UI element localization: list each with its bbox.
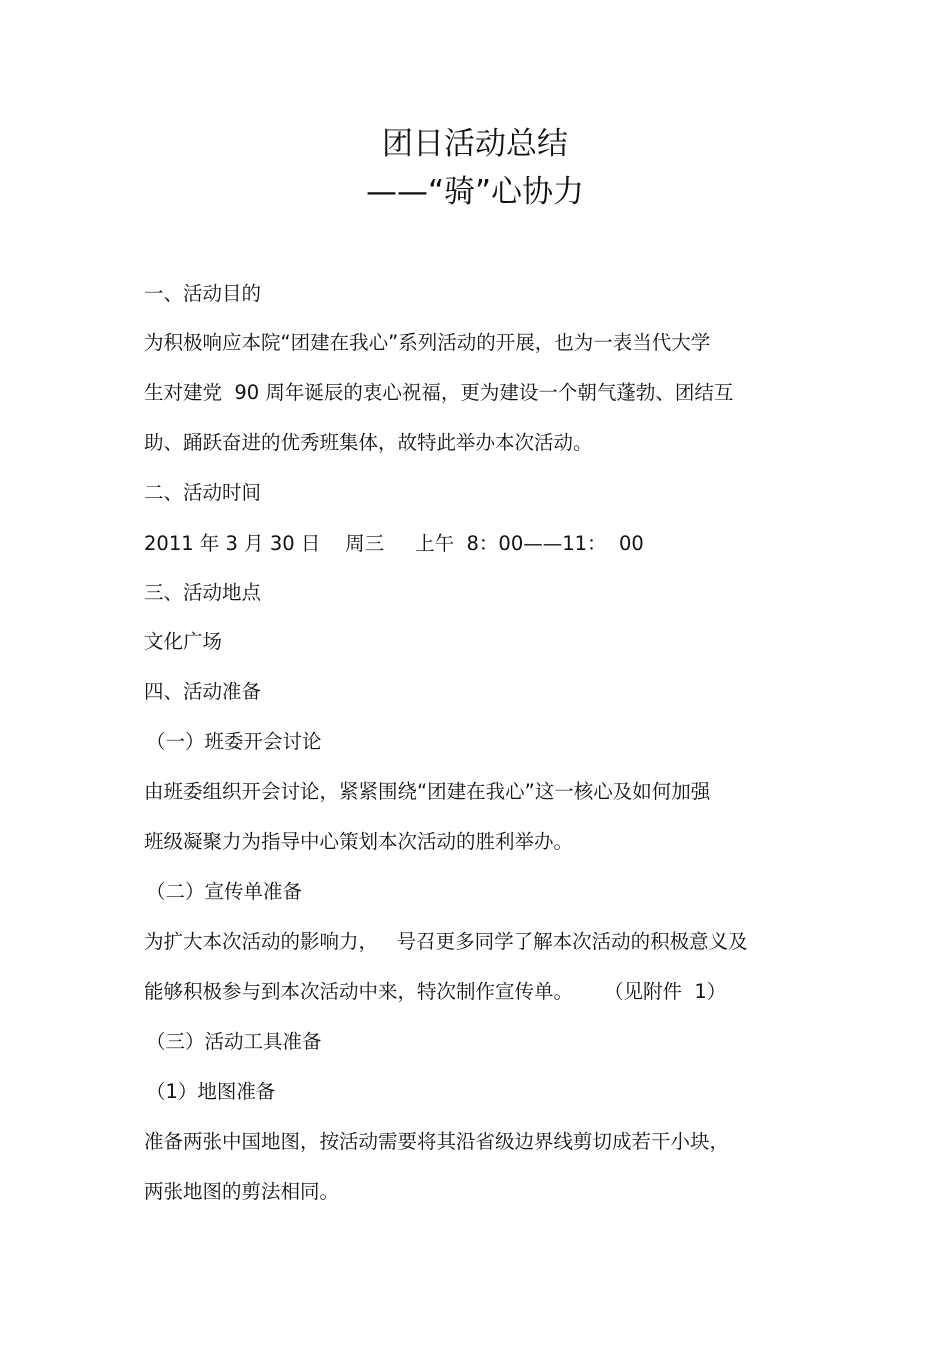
section-heading-purpose: 一、活动目的: [144, 282, 262, 305]
body-text-line: 能够积极参与到本次活动中来，特次制作宣传单。 （见附件 1）: [144, 980, 727, 1003]
subsection-heading: （1）地图准备: [146, 1080, 276, 1103]
body-text-line: 生对建党 90 周年诞辰的衷心祝福，更为建设一个朝气蓬勃、团结互: [144, 381, 734, 404]
subsection-heading: （一）班委开会讨论: [146, 730, 322, 753]
document-title: 团日活动总结: [382, 126, 568, 162]
subsection-heading: （三）活动工具准备: [146, 1030, 322, 1053]
body-text-line: 班级凝聚力为指导中心策划本次活动的胜利举办。: [144, 830, 574, 853]
body-text-line: 为扩大本次活动的影响力， 号召更多同学了解本次活动的积极意义及: [144, 930, 748, 953]
document-subtitle: ——“骑”心协力: [365, 174, 585, 210]
body-text-line: 两张地图的剪法相同。: [144, 1180, 340, 1203]
body-text-line: 2011 年 3 月 30 日 周三 上午 8：00——11： 00: [144, 532, 644, 555]
body-text-line: 为积极响应本院“团建在我心”系列活动的开展，也为一表当代大学: [144, 331, 711, 354]
body-text-line: 文化广场: [144, 630, 223, 653]
subsection-heading: （二）宣传单准备: [146, 880, 303, 903]
body-text-line: 由班委组织开会讨论，紧紧围绕“团建在我心”这一核心及如何加强: [144, 780, 711, 803]
section-heading-location: 三、活动地点: [144, 581, 262, 604]
body-text-line: 助、踊跃奋进的优秀班集体，故特此举办本次活动。: [144, 431, 593, 454]
section-heading-preparation: 四、活动准备: [144, 680, 262, 703]
body-text-line: 准备两张中国地图，按活动需要将其沿省级边界线剪切成若干小块，: [144, 1130, 730, 1153]
section-heading-time: 二、活动时间: [144, 481, 262, 504]
